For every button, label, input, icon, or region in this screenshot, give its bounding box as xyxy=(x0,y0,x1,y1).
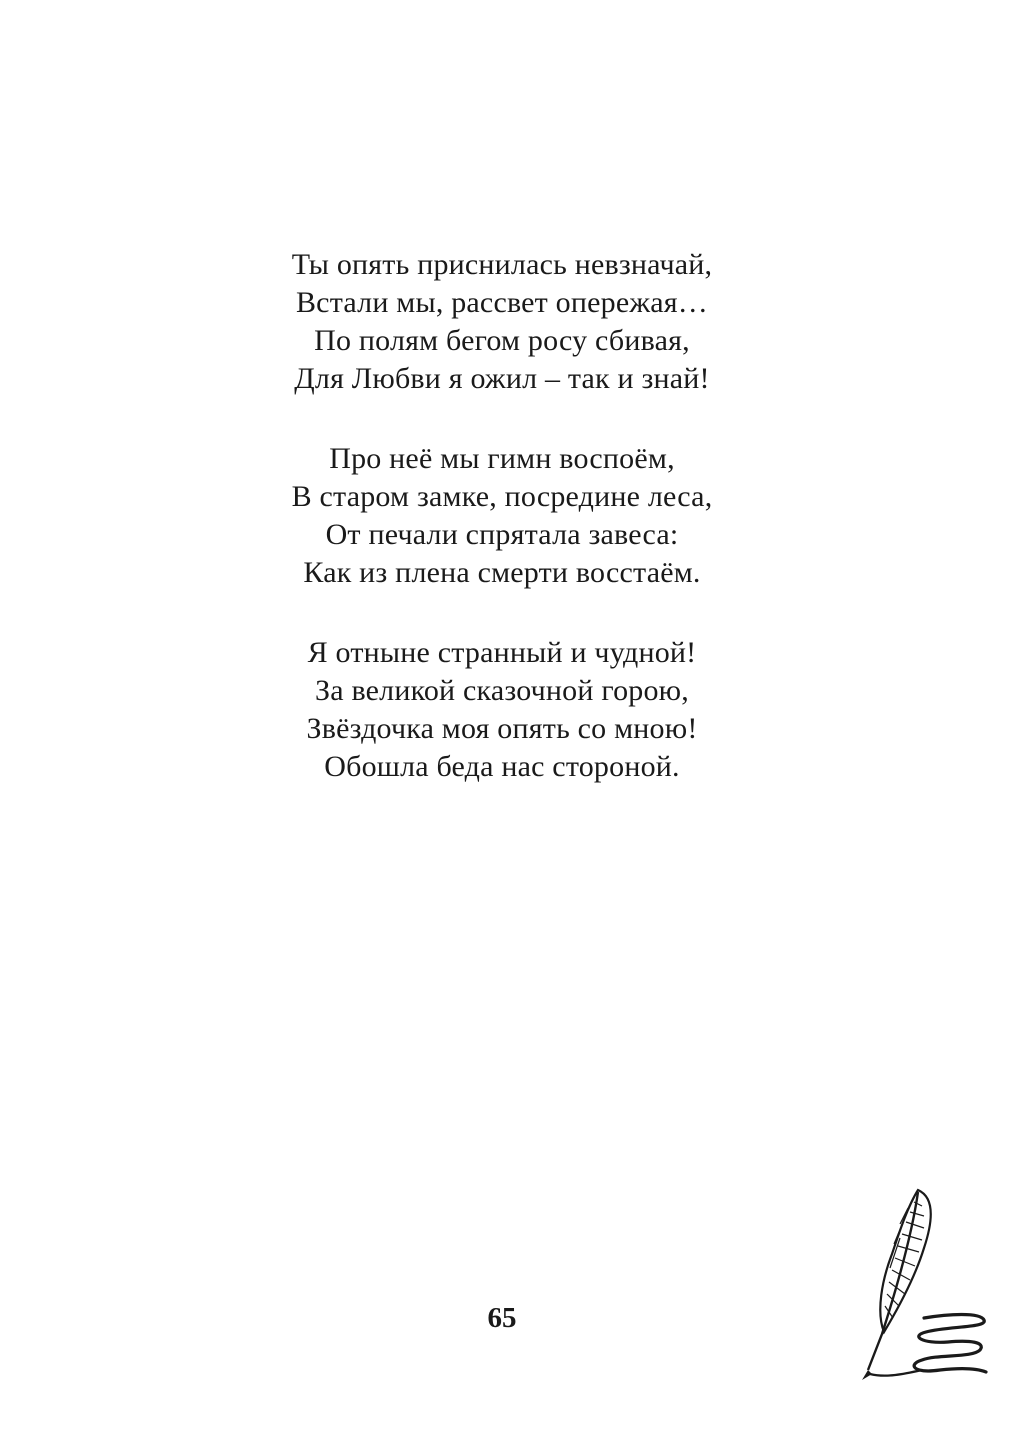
poem-line: Встали мы, рассвет опережая… xyxy=(295,286,709,319)
stanza-2 xyxy=(0,440,1004,592)
poem-line: За великой сказочной горою, xyxy=(315,674,689,707)
quill-icon xyxy=(852,1184,992,1384)
poem-line: Звёздочка моя опять со мною! xyxy=(306,712,698,745)
poem-line: Как из плена смерти восстаём. xyxy=(303,556,701,589)
stanza-1 xyxy=(0,246,1004,398)
poem-line: От печали спрятала завеса: xyxy=(325,518,679,551)
poem-line: Для Любви я ожил – так и знай! xyxy=(294,362,710,395)
poem-line: Про неё мы гимн воспоём, xyxy=(329,442,675,475)
stanza-3 xyxy=(0,634,1004,786)
poem-line: Ты опять приснилась невзначай, xyxy=(291,248,713,281)
poem-line: Я отныне странный и чудной! xyxy=(307,636,697,669)
poem xyxy=(0,246,1004,828)
poem-line: По полям бегом росу сбивая, xyxy=(314,324,690,357)
poem-line: В старом замке, посредине леса, xyxy=(291,480,713,513)
poem-line: Обошла беда нас стороной. xyxy=(324,750,680,783)
page-number: 65 xyxy=(487,1302,517,1334)
